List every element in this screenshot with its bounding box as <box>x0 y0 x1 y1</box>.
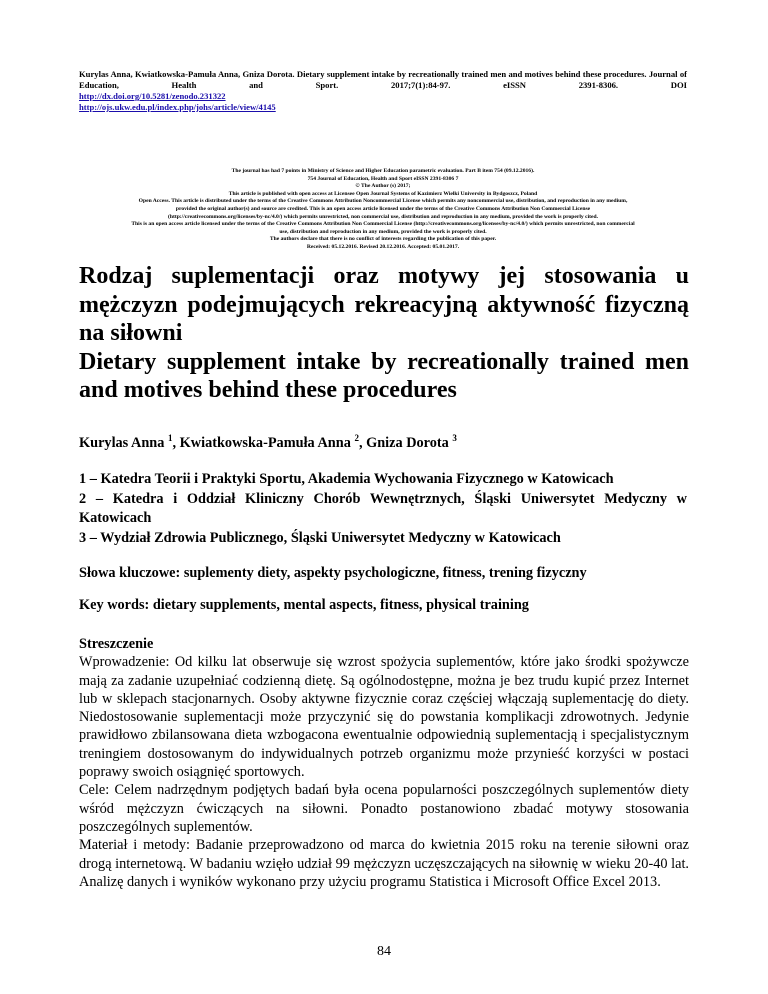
abstract <box>79 635 689 891</box>
license-line: © The Author (s) 2017; <box>355 183 411 190</box>
license-line: The authors declare that there is no conflict of interests regarding the publication of this paper. <box>269 236 497 243</box>
license-line: Open Access. This article is distributed under the terms of the Creative Commons Attribution Noncommercial License which permits any noncommercial use, distribution, and reproduction in any medium, <box>138 198 628 205</box>
license-line: This article is published with open access at Licensee Open Journal Systems of Kazimierz Wielki University in Bydgoszcz, Poland <box>228 190 538 197</box>
license-line: provided the original author(s) and source are credited. This is an open access article licensed under the terms of the Creative Commons Attribution Non Commercial License <box>175 205 591 212</box>
affiliation-item: 3 – Wydział Zdrowia Publicznego, Śląski Uniwersytet Medyczny w Katowicach <box>79 529 561 546</box>
citation-text: Kurylas Anna, Kwiatkowska-Pamuła Anna, Gniza Dorota. Dietary supplement intake by recreationally trained men and motives behind these procedures. Journal of Education, Health and Sport. 2017;7(1):84-97. eISSN 2391-8306. DOI <box>79 69 687 90</box>
abstract-aims: Cele: Celem nadrzędnym podjętych badań była ocena popularności poszczególnych suplementów diety wśród mężczyzn ćwiczących na siłowni. Ponadto postanowiono zbadać motywy stosowania poszczególnych suplementów. <box>79 782 689 835</box>
keywords-polish: Słowa kluczowe: suplementy diety, aspekty psychologiczne, fitness, trening fizyczny <box>79 565 587 581</box>
license-line: 754 Journal of Education, Health and Sport eISSN 2391-8306 7 <box>307 175 459 182</box>
article-title <box>79 262 689 405</box>
title-pl-line: na siłowni <box>79 320 183 346</box>
author-name: Kurylas Anna <box>79 435 165 451</box>
affiliation-marker: 2 <box>354 433 359 443</box>
license-block <box>60 168 706 252</box>
license-line: This is an open access article licensed under the terms of the Creative Commons Attribution Non Commercial License (http://creativecommons.org/licenses/by-nc/4.0/) which permits unrestricted, non commercial <box>131 221 635 228</box>
author-list <box>79 434 457 452</box>
title-pl-line: mężczyzn podejmujących rekreacyjną aktywność fizyczną <box>79 291 689 318</box>
abstract-methods: Materiał i metody: Badanie przeprowadzono od marca do kwietnia 2015 roku na terenie siłowni oraz drogą internetową. W badaniu wzięło udział 99 mężczyzn uczęszczających na siłownię w wieku 20-40 lat. Analizę danych i wyników wykonano przy użyciu programu Statistica i Microsoft Office Excel 2013. <box>79 837 689 890</box>
abstract-introduction: Wprowadzenie: Od kilku lat obserwuje się wzrost spożycia suplementów, które jako środki spożywcze mają za zadanie uzupełniać codzienną dietę. Są ogólnodostępne, można je bez trudu kupić przez Internet lub w sklepach stacjonarnych. Osoby aktywne fizycznie coraz częściej włączają suplementację do diety. Niedostosowanie suplementacji może przyczynić się do powstania komplikacji zdrowotnych. Jedynie prawidłowo zbilansowana dieta wzbogacona ewentualnie odpowiednią suplementacją i specjalistycznym treningiem dostosowanym do indywidualnych potrzeb organizmu może przynieść korzyści w postaci poprawy swoich osiągnięć sportowych. <box>79 654 689 781</box>
keywords-english: Key words: dietary supplements, mental aspects, fitness, physical training <box>79 597 529 613</box>
journal-article-link[interactable]: http://ojs.ukw.edu.pl/index.php/johs/article/view/4145 <box>79 102 276 112</box>
affiliation-item: 2 – Katedra i Oddział Kliniczny Chorób Wewnętrznych, Śląski Uniwersytet Medyczny w Katowicach <box>79 490 687 526</box>
affiliation-marker: 1 <box>168 433 173 443</box>
affiliation-item: 1 – Katedra Teorii i Praktyki Sportu, Akademia Wychowania Fizycznego w Katowicach <box>79 471 614 487</box>
page-number: 84 <box>377 944 391 959</box>
affiliation-marker: 3 <box>452 433 457 443</box>
citation-header <box>79 69 687 113</box>
title-en-line: Dietary supplement intake by recreationally trained men <box>79 348 689 375</box>
license-line: Received: 05.12.2016. Revised 20.12.2016. Accepted: 05.01.2017. <box>306 243 460 250</box>
title-en-line: and motives behind these procedures <box>79 377 457 403</box>
affiliations <box>79 470 687 548</box>
doi-link[interactable]: http://dx.doi.org/10.5281/zenodo.231322 <box>79 91 226 101</box>
license-line: use, distribution and reproduction in any medium, provided the work is properly cited. <box>279 228 487 235</box>
author-name: , Kwiatkowska-Pamuła Anna <box>172 435 351 451</box>
license-line: The journal has had 7 points in Ministry of Science and Higher Education parametric evaluation. Part B item 754 (09.12.2016). <box>231 168 535 174</box>
abstract-heading: Streszczenie <box>79 636 154 652</box>
author-name: , Gniza Dorota <box>358 435 449 451</box>
title-pl-line: Rodzaj suplementacji oraz motywy jej stosowania u <box>79 263 689 289</box>
license-line: (http://creativecommons.org/licenses/by-nc/4.0/) which permits unrestricted, non commercial use, distribution and reproduction in any medium, provided the work is properly cited. <box>168 213 598 220</box>
